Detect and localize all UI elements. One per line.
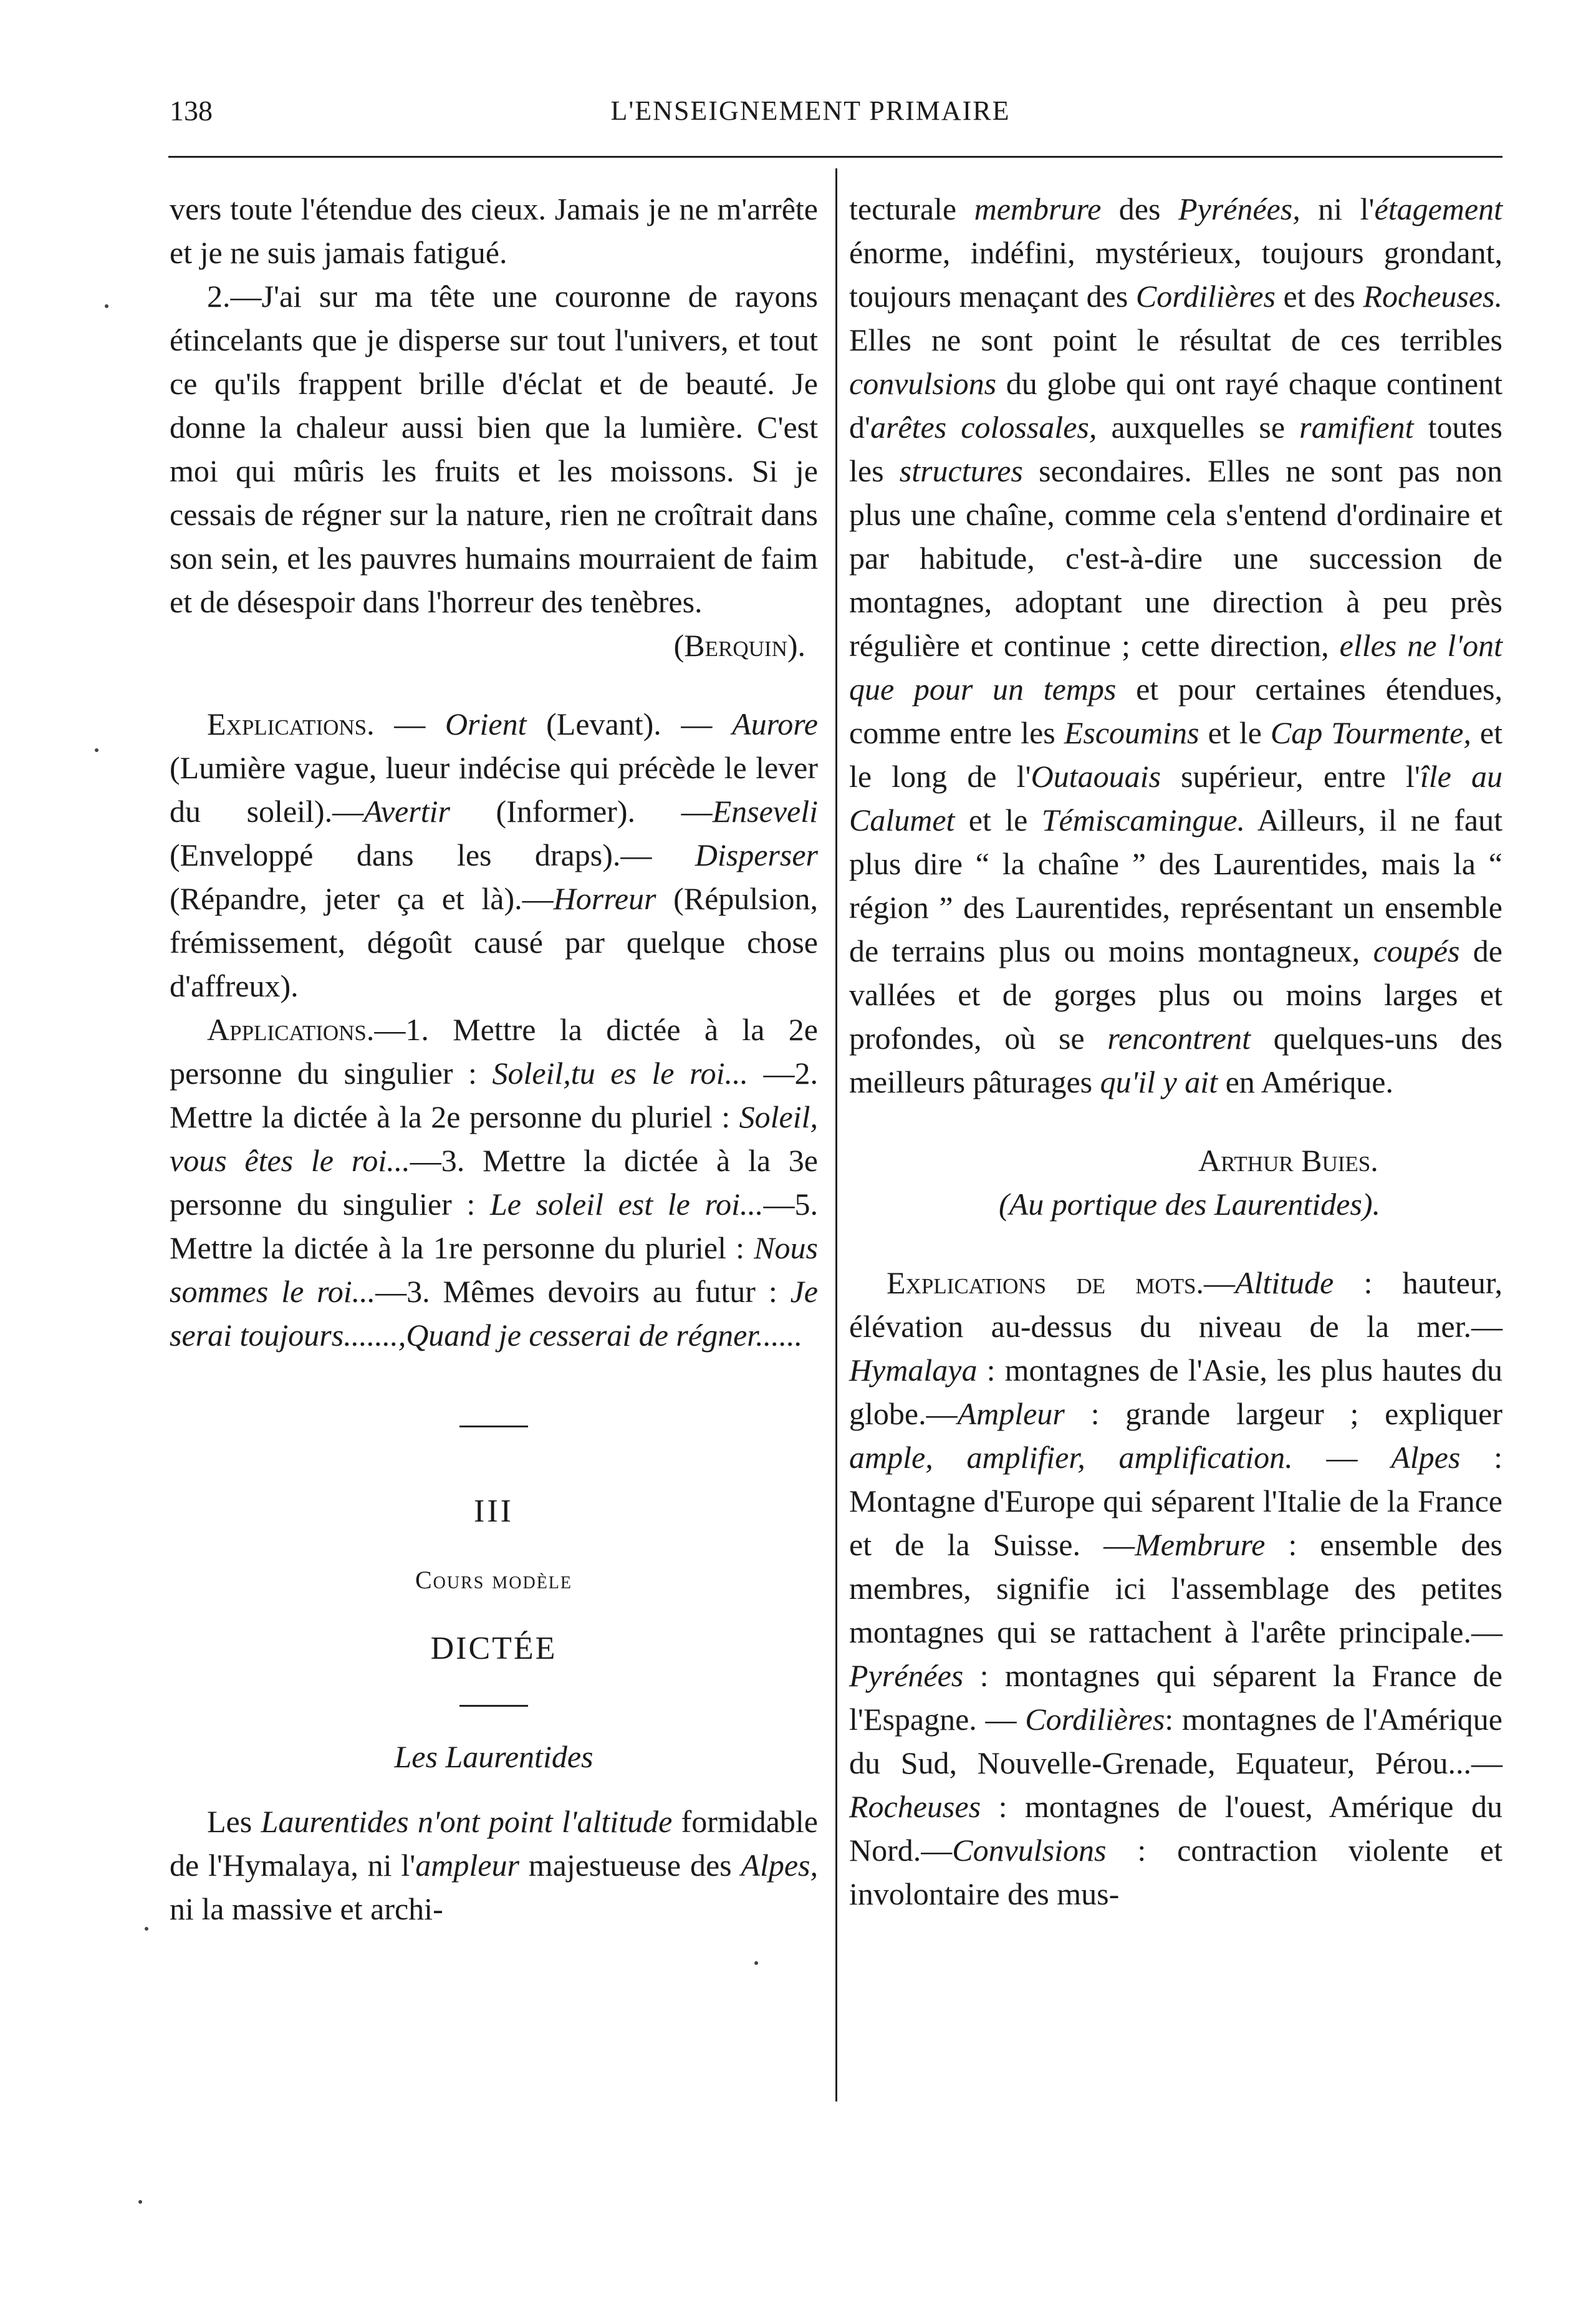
- emphasis: Cordilières: [1135, 279, 1276, 314]
- emphasis: ramifient: [1299, 410, 1414, 445]
- section-subtitle: Cours modèle: [415, 1566, 573, 1594]
- term-word: Avertir: [363, 794, 450, 829]
- term-word: Rocheuses: [849, 1789, 981, 1824]
- text-run: : ensemble des membres, signifie ici l'assemblage des petites montagnes qui se rattachent à l'arête principale.—: [849, 1527, 1502, 1649]
- term-word: Cordilières: [1025, 1702, 1165, 1737]
- text-run: formidable de l'Hymalaya, ni l': [170, 1804, 818, 1883]
- text-run: majestueuse des: [519, 1848, 741, 1883]
- emphasis: Alpes,: [741, 1848, 818, 1883]
- example-text: Soleil,tu es le roi...: [492, 1056, 748, 1091]
- text-run: (Informer). —: [449, 794, 713, 829]
- emphasis: membrure: [974, 191, 1102, 226]
- text-run: tecturale: [849, 191, 974, 226]
- text-run: et le: [954, 803, 1042, 837]
- text-run: (Répandre, jeter ça et là).—: [170, 881, 554, 916]
- applications-paragraph: [170, 1008, 818, 1357]
- text-run: (Enveloppé dans les draps).—: [170, 837, 695, 872]
- text-run: en Amérique.: [1218, 1064, 1393, 1099]
- term-word: Enseveli: [712, 794, 818, 829]
- text-run: —2. Mettre la dictée à la 2e personne du pluriel :: [170, 1056, 818, 1134]
- text-run: supérieur, entre l': [1160, 759, 1420, 794]
- text-run: énorme, indéfini, mystérieux, toujours grondant, toujours menaçant des: [849, 235, 1502, 314]
- text-run: : hauteur, élévation au-dessus du niveau de la mer.—: [849, 1265, 1502, 1344]
- print-speck: [105, 304, 108, 308]
- text-run: —1. Mettre la dictée à la 2e personne du singulier :: [170, 1012, 818, 1091]
- text-run: secondaires. Elles ne sont pas non plus une chaîne, comme cela s'entend d'ordinaire et par habitude, c'est-à-dire une succession de montagnes, adoptant une direction à peu près régulière et continue ; cette direction,: [849, 453, 1502, 663]
- text-run: et des: [1275, 279, 1363, 314]
- text-run: (Levant). —: [526, 707, 733, 741]
- term-word: Aurore: [732, 707, 819, 741]
- text-run: : montagnes de l'Amérique du Sud, Nouvelle-Grenade, Equateur, Pérou...—: [849, 1702, 1502, 1780]
- emphasis: Laurentides n'ont point l'altitude: [261, 1804, 673, 1839]
- term-word: Horreur: [553, 881, 656, 916]
- text-run: (Répulsion, frémissement, dégoût causé par quelque chose d'affreux).: [170, 881, 818, 1003]
- emphasis: étagement: [1374, 191, 1502, 226]
- text-run: quelques-uns des meilleurs pâturages: [849, 1021, 1502, 1099]
- text-run: —5. Mettre la dictée à la 1re personne du pluriel :: [170, 1187, 818, 1265]
- emphasis: Escoumins: [1064, 715, 1199, 750]
- text-run: —: [374, 707, 445, 741]
- emphasis: structures: [899, 453, 1023, 488]
- emphasis: elles ne l'ont que pour un temps: [849, 628, 1503, 707]
- emphasis: Cap Tourmente,: [1270, 715, 1471, 750]
- print-speck: [95, 748, 99, 752]
- example-text: Nous sommes le roi...: [170, 1230, 818, 1309]
- text-run: : montagnes de l'ouest, Amérique du Nord.—: [849, 1789, 1502, 1868]
- example-text: Je serai toujours.......,Quand je cesserai de régner......: [170, 1274, 818, 1353]
- emphasis: ampleur: [415, 1848, 519, 1883]
- text-run: ni la massive et archi-: [170, 1891, 443, 1926]
- text-run: : Montagne d'Europe qui séparent l'Italie de la France et de la Suisse. —: [849, 1440, 1502, 1562]
- applications-label: Applications.: [207, 1012, 375, 1047]
- text-run: auxquelles se: [1097, 410, 1300, 445]
- dictee-title: [170, 1735, 818, 1778]
- text-run: —: [1292, 1440, 1392, 1475]
- source-text: (Au portique des Laurentides).: [999, 1187, 1380, 1222]
- text-run: du globe qui ont rayé chaque continent d': [849, 366, 1502, 445]
- emphasis: Rocheuses.: [1363, 279, 1503, 314]
- dictee-title-text: Les Laurentides: [394, 1739, 594, 1774]
- emphasis: Outaouais: [1031, 759, 1161, 794]
- term-word: Altitude: [1234, 1265, 1334, 1300]
- emphasis: coupés: [1373, 934, 1460, 968]
- paragraph-2: 2.—J'ai sur ma tête une couronne de rayons étincelants que je disperse sur tout l'univers, et tout ce qu'ils frappent brille d'éclat et de beauté. Je donne la chaleur aussi bien que la lumière. C'est moi qui mûris les fruits et les moissons. Si je cessais de régner sur la nature, rien ne croîtrait dans son sein, et les pauvres humains mourraient de faim et de désespoir dans l'horreur des tenèbres.: [170, 279, 818, 619]
- print-speck: [754, 1961, 758, 1965]
- source-credit: [849, 1182, 1502, 1226]
- section-number: III: [474, 1493, 514, 1529]
- term-word: Disperser: [695, 837, 818, 872]
- term-word: Alpes: [1391, 1440, 1461, 1475]
- explications-de-mots: [849, 1261, 1502, 1916]
- emphasis: rencontrent: [1107, 1021, 1251, 1056]
- text-run: : contraction violente et involontaire des mus-: [849, 1833, 1502, 1911]
- explications-label: Explications de mots.: [887, 1265, 1204, 1300]
- emphasis: Pyrénées,: [1178, 191, 1300, 226]
- text-run: —3. Mettre la dictée à la 3e personne du singulier :: [170, 1143, 818, 1222]
- text-run: —: [1203, 1265, 1235, 1300]
- running-head: L'ENSEIGNEMENT PRIMAIRE: [610, 95, 1011, 126]
- text-run: Elles ne sont point le résultat de ces terribles: [849, 322, 1502, 357]
- emphasis: île au Calumet: [849, 759, 1502, 837]
- paragraph-continuation: vers toute l'étendue des cieux. Jamais je ne m'arrête et je ne suis jamais fatigué.: [170, 191, 818, 270]
- author-credit: (Berquin).: [673, 628, 805, 663]
- text-run: et le long de l': [849, 715, 1503, 794]
- text-run: toutes les: [849, 410, 1503, 488]
- text-run: des: [1101, 191, 1178, 226]
- text-run: ni l': [1300, 191, 1375, 226]
- header-rule: [168, 156, 1502, 158]
- text-run: de vallées et de gorges plus ou moins larges et profondes, où se: [849, 934, 1502, 1056]
- emphasis: Témiscamingue.: [1041, 803, 1246, 837]
- explications-label: Explications.: [207, 707, 375, 741]
- text-run: Ailleurs, il ne faut plus dire “ la chaîne ” des Laurentides, mais la “ région ” des Laurentides, représentant un ensemble de terrains plus ou moins montagneux,: [849, 803, 1502, 968]
- text-run: —3. Mêmes devoirs au futur :: [375, 1274, 791, 1309]
- print-speck: [145, 1927, 148, 1931]
- text-run: et le: [1199, 715, 1271, 750]
- column-divider: [835, 168, 837, 2101]
- left-column: [170, 187, 818, 1931]
- text-run: : montagnes de l'Asie, les plus hautes du globe.—: [849, 1353, 1502, 1431]
- dictee-heading: DICTÉE: [430, 1631, 557, 1666]
- right-column: [849, 187, 1502, 1916]
- text-run: et pour certaines étendues, comme entre les: [849, 672, 1502, 750]
- term-word: Convulsions: [952, 1833, 1107, 1868]
- term-word: ample, amplifier, amplification.: [849, 1440, 1293, 1475]
- emphasis: convulsions: [849, 366, 997, 401]
- term-word: Membrure: [1135, 1527, 1266, 1562]
- laurentides-text: [849, 187, 1502, 1104]
- term-word: Ampleur: [957, 1396, 1065, 1431]
- dictee-rule: [459, 1705, 528, 1707]
- term-word: Orient: [445, 707, 527, 741]
- print-speck: [138, 2200, 142, 2204]
- page-number: 138: [170, 95, 213, 127]
- example-text: Le soleil est le roi...: [489, 1187, 764, 1222]
- section-rule: [459, 1426, 528, 1427]
- text-run: Les: [207, 1804, 261, 1839]
- text-run: : montagnes qui séparent la France de l'Espagne. —: [849, 1658, 1502, 1737]
- emphasis: qu'il y ait: [1100, 1064, 1218, 1099]
- author-credit: Arthur Buies.: [1198, 1143, 1378, 1178]
- term-word: Pyrénées: [849, 1658, 964, 1693]
- text-run: (Lumière vague, lueur indécise qui précède le lever du soleil).—: [170, 750, 818, 829]
- explications-paragraph: [170, 702, 818, 1008]
- example-text: Soleil, vous êtes le roi...: [170, 1099, 818, 1178]
- term-word: Hymalaya: [849, 1353, 978, 1387]
- emphasis: arêtes colossales,: [870, 410, 1097, 445]
- text-run: : grande largeur ; expliquer: [1064, 1396, 1502, 1431]
- dictee-text: [170, 1800, 818, 1931]
